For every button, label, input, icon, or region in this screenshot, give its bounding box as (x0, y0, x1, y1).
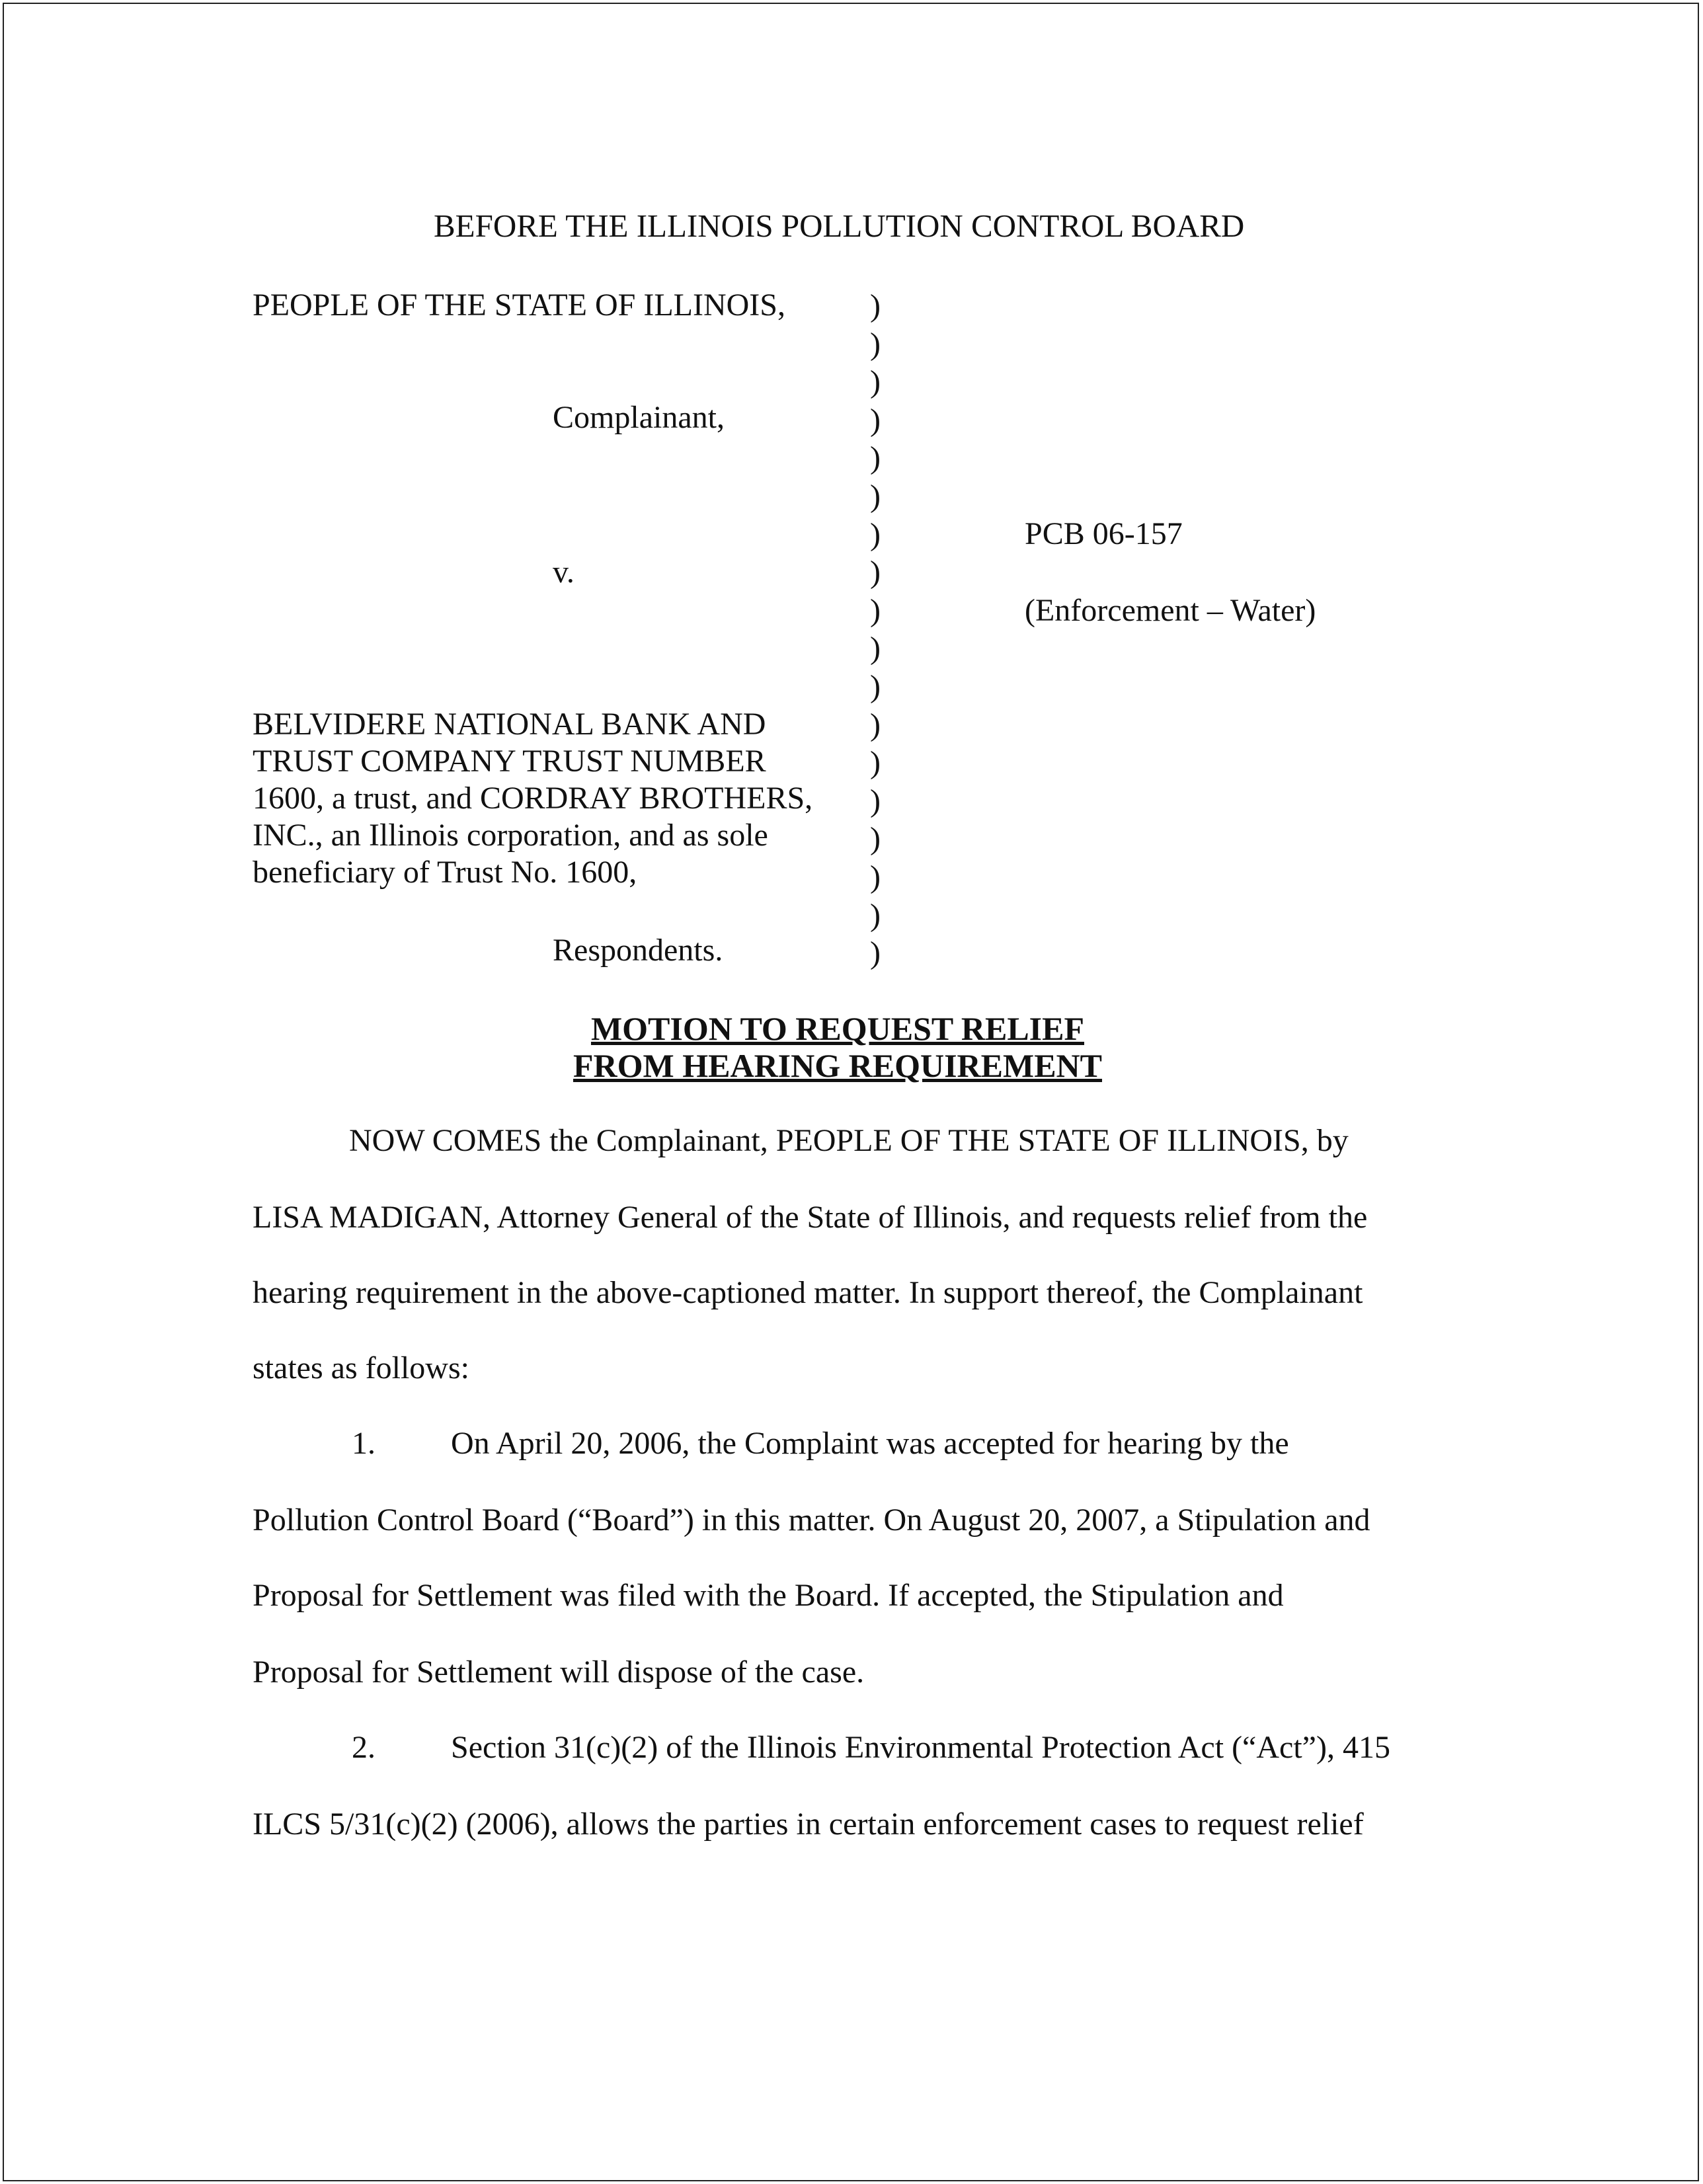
caption-paren: ) (870, 364, 881, 400)
case-type: (Enforcement – Water) (1025, 593, 1316, 628)
caption-paren: ) (870, 631, 881, 666)
body-line: LISA MADIGAN, Attorney General of the State of Illinois, and requests relief from the (253, 1200, 1368, 1235)
caption-paren: ) (870, 897, 881, 933)
body-line: ILCS 5/31(c)(2) (2006), allows the parties in certain enforcement cases to request relief (253, 1807, 1364, 1842)
complainant-role: Complainant, (553, 400, 725, 435)
caption-paren: ) (870, 478, 881, 514)
respondent-line: beneficiary of Trust No. 1600, (253, 855, 637, 890)
body-line: Proposal for Settlement will dispose of the case. (253, 1655, 865, 1690)
caption-paren: ) (870, 288, 881, 323)
caption-paren: ) (870, 440, 881, 476)
caption-parentheses (870, 287, 896, 972)
document-page (3, 3, 1699, 2181)
body-line: states as follows: (253, 1350, 469, 1385)
paragraph-number: 2. (352, 1730, 376, 1765)
body-line: Pollution Control Board (“Board”) in this matter. On August 20, 2007, a Stipulation and (253, 1502, 1370, 1538)
caption-paren: ) (870, 402, 881, 438)
caption-paren: ) (870, 707, 881, 742)
respondent-line: INC., an Illinois corporation, and as sole (253, 818, 768, 853)
motion-title-line2: FROM HEARING REQUIREMENT (573, 1047, 1103, 1084)
versus-label: v. (553, 555, 574, 590)
caption-paren: ) (870, 326, 881, 362)
court-heading: BEFORE THE ILLINOIS POLLUTION CONTROL BOARD (434, 208, 1245, 244)
case-number: PCB 06-157 (1025, 516, 1183, 551)
body-line: Proposal for Settlement was filed with the Board. If accepted, the Stipulation and (253, 1578, 1284, 1613)
motion-title-line1: MOTION TO REQUEST RELIEF (590, 1010, 1085, 1047)
caption-paren: ) (870, 555, 881, 590)
body-line: NOW COMES the Complainant, PEOPLE OF THE STATE OF ILLINOIS, by (349, 1123, 1349, 1158)
respondent-line: BELVIDERE NATIONAL BANK AND (253, 707, 766, 742)
body-line: Section 31(c)(2) of the Illinois Environmental Protection Act (“Act”), 415 (451, 1730, 1390, 1765)
caption-paren: ) (870, 783, 881, 818)
caption-paren: ) (870, 821, 881, 857)
caption-paren: ) (870, 935, 881, 971)
body-line: On April 20, 2006, the Complaint was accepted for hearing by the (451, 1426, 1289, 1461)
respondent-role: Respondents. (553, 933, 723, 968)
caption-paren: ) (870, 592, 881, 628)
caption-paren: ) (870, 516, 881, 552)
respondent-line: TRUST COMPANY TRUST NUMBER (253, 744, 766, 779)
caption-paren: ) (870, 859, 881, 894)
body-line: hearing requirement in the above-captioned matter. In support thereof, the Complainant (253, 1275, 1363, 1310)
caption-paren: ) (870, 745, 881, 781)
caption-paren: ) (870, 668, 881, 704)
paragraph-number: 1. (352, 1426, 376, 1461)
complainant-party: PEOPLE OF THE STATE OF ILLINOIS, (253, 288, 785, 323)
respondent-line: 1600, a trust, and CORDRAY BROTHERS, (253, 781, 813, 816)
